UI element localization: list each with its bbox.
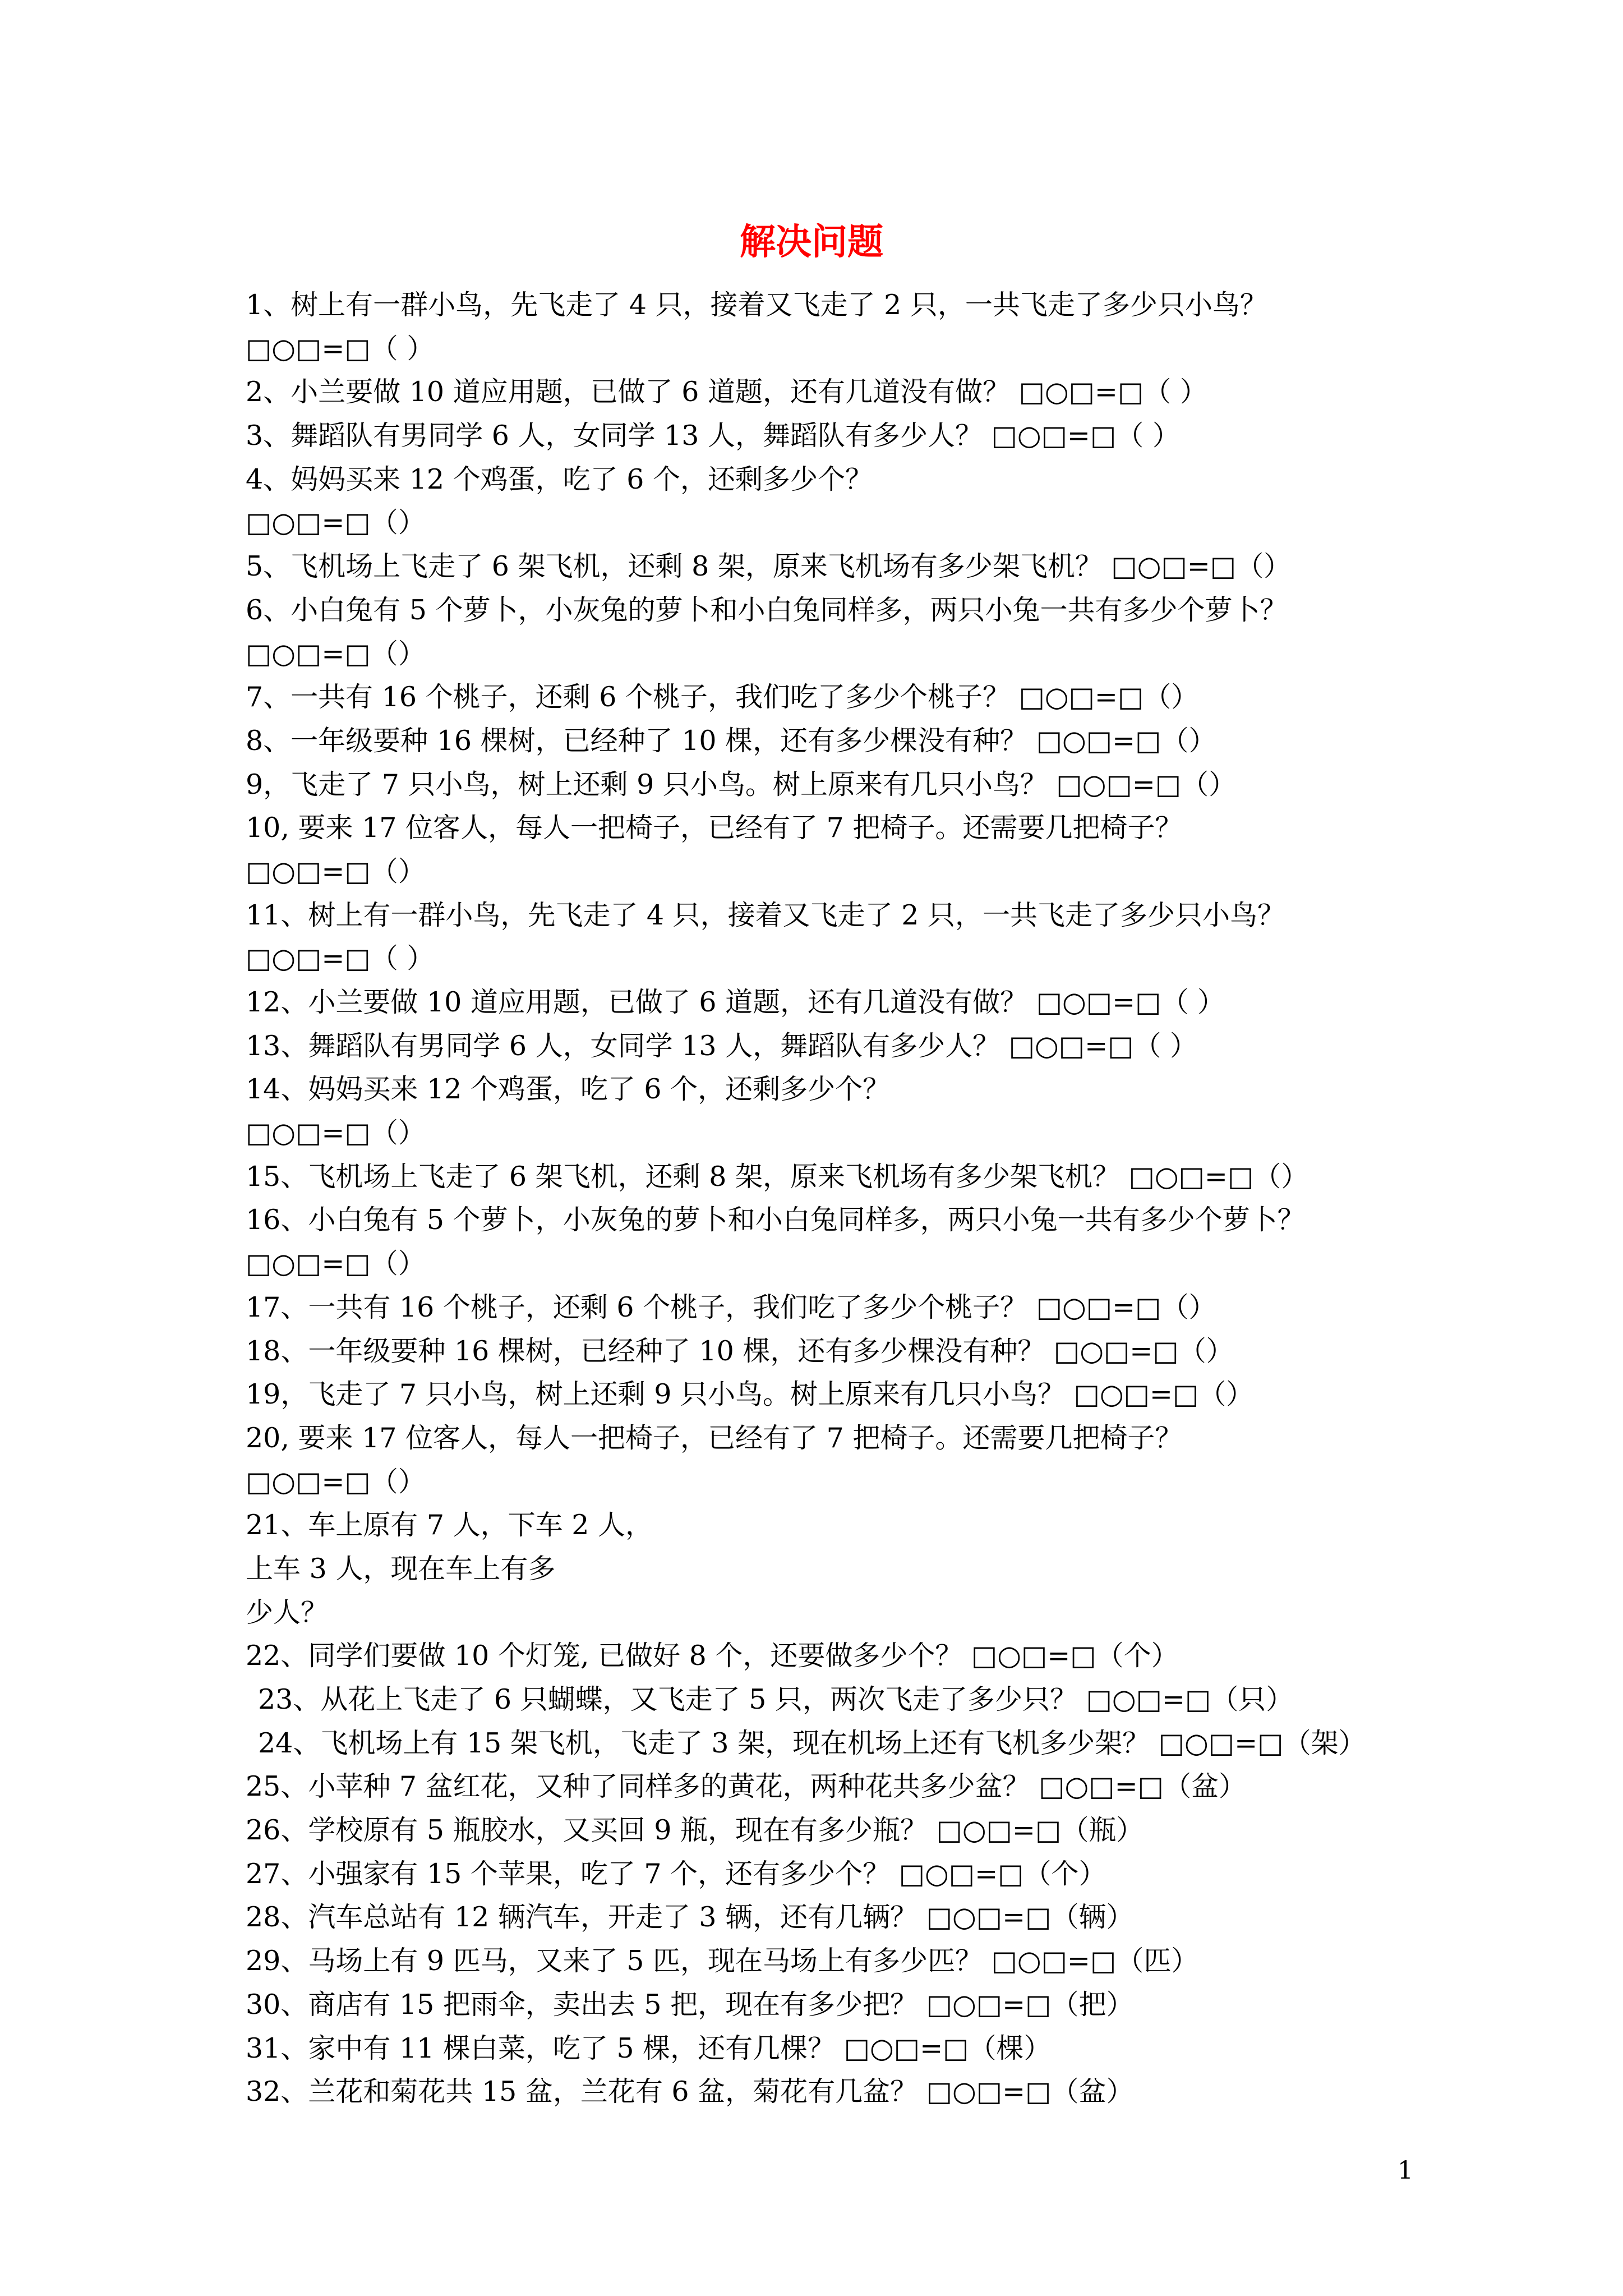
problem-line: 20, 要来 17 位客人，每人一把椅子，已经有了 7 把椅子。还需要几把椅子？ bbox=[246, 1421, 1183, 1454]
answer-template-line: □○□=□（） bbox=[246, 637, 426, 670]
answer-template-line: □○□=□（） bbox=[246, 507, 426, 539]
answer-template-line: □○□=□（） bbox=[246, 1117, 426, 1149]
problem-line: 14、妈妈买来 12 个鸡蛋，吃了 6 个，还剩多少个？ bbox=[246, 1073, 891, 1106]
problem-line: 7、一共有 16 个桃子，还剩 6 个桃子，我们吃了多少个桃子？ □○□=□（） bbox=[246, 681, 1199, 714]
document-title: 解决问题 bbox=[740, 221, 883, 263]
problem-line: 25、小苹种 7 盆红花，又种了同样多的黄花，两种花共多少盆？ □○□=□（盆） bbox=[246, 1770, 1246, 1803]
problem-line: 21、车上原有 7 人，下车 2 人， bbox=[246, 1509, 653, 1542]
problem-line: 19，飞走了 7 只小鸟，树上还剩 9 只小鸟。树上原来有几只小鸟？ □○□=□（） bbox=[246, 1378, 1254, 1411]
problem-line: 6、小白兔有 5 个萝卜，小灰兔的萝卜和小白兔同样多，两只小兔一共有多少个萝卜？ bbox=[246, 593, 1288, 626]
problem-list bbox=[246, 283, 1592, 2114]
problem-line: 11、树上有一群小鸟，先飞走了 4 只，接着又飞走了 2 只，一共飞走了多少只小鸟？ bbox=[246, 899, 1285, 931]
answer-template-line: □○□=□（） bbox=[246, 1248, 426, 1280]
problem-line: 30、商店有 15 把雨伞，卖出去 5 把，现在有多少把？ □○□=□（把） bbox=[246, 1988, 1134, 2021]
problem-line: 29、马场上有 9 匹马，又来了 5 匹，现在马场上有多少匹？ □○□=□（匹） bbox=[246, 1945, 1199, 1977]
problem-line: 15、飞机场上飞走了 6 架飞机，还剩 8 架，原来飞机场有多少架飞机？ □○□=□（） bbox=[246, 1160, 1309, 1193]
problem-line: 31、家中有 11 棵白菜，吃了 5 棵，还有几棵？ □○□=□（棵） bbox=[246, 2032, 1052, 2064]
problem-line: 3、舞蹈队有男同学 6 人，女同学 13 人，舞蹈队有多少人？ □○□=□（ ） bbox=[246, 420, 1180, 452]
answer-template-line: □○□=□（ ） bbox=[246, 332, 435, 365]
problem-line: 10, 要来 17 位客人，每人一把椅子，已经有了 7 把椅子。还需要几把椅子？ bbox=[246, 812, 1183, 844]
problem-line: 23、从花上飞走了 6 只蝴蝶，又飞走了 5 只，两次飞走了多少只？ □○□=□（只） bbox=[258, 1683, 1294, 1715]
page-number: 1 bbox=[1398, 2156, 1413, 2185]
problem-line: 13、舞蹈队有男同学 6 人，女同学 13 人，舞蹈队有多少人？ □○□=□（ ） bbox=[246, 1029, 1198, 1062]
answer-template-line: □○□=□（ ） bbox=[246, 942, 435, 975]
answer-template-line: □○□=□（） bbox=[246, 1465, 426, 1498]
problem-line: 17、一共有 16 个桃子，还剩 6 个桃子，我们吃了多少个桃子？ □○□=□（） bbox=[246, 1291, 1216, 1323]
problem-line: 12、小兰要做 10 道应用题，已做了 6 道题，还有几道没有做？ □○□=□（ ） bbox=[246, 986, 1225, 1018]
problem-line: 28、汽车总站有 12 辆汽车，开走了 3 辆，还有几辆？ □○□=□（辆） bbox=[246, 1901, 1134, 1934]
problem-line: 27、小强家有 15 个苹果，吃了 7 个，还有多少个？ □○□=□（个） bbox=[246, 1857, 1106, 1890]
problem-line: 2、小兰要做 10 道应用题，已做了 6 道题，还有几道没有做？ □○□=□（ ） bbox=[246, 376, 1207, 408]
problem-line: 9，飞走了 7 只小鸟，树上还剩 9 只小鸟。树上原来有几只小鸟？ □○□=□（） bbox=[246, 768, 1237, 800]
problem-line-continued: 少人？ bbox=[246, 1596, 329, 1628]
problem-line: 1、树上有一群小鸟，先飞走了 4 只，接着又飞走了 2 只，一共飞走了多少只小鸟？ bbox=[246, 289, 1267, 321]
problem-line: 4、妈妈买来 12 个鸡蛋，吃了 6 个，还剩多少个？ bbox=[246, 463, 873, 495]
problem-line: 32、兰花和菊花共 15 盆，兰花有 6 盆，菊花有几盆？ □○□=□（盆） bbox=[246, 2076, 1134, 2108]
problem-line: 5、飞机场上飞走了 6 架飞机，还剩 8 架，原来飞机场有多少架飞机？ □○□=□（） bbox=[246, 550, 1292, 583]
answer-template-line: □○□=□（） bbox=[246, 855, 426, 887]
problem-line: 24、飞机场上有 15 架飞机，飞走了 3 架，现在机场上还有飞机多少架？ □○□=□（架） bbox=[258, 1727, 1366, 1759]
problem-line: 16、小白兔有 5 个萝卜，小灰兔的萝卜和小白兔同样多，两只小兔一共有多少个萝卜？ bbox=[246, 1204, 1305, 1236]
problem-line: 22、同学们要做 10 个灯笼, 已做好 8 个，还要做多少个？ □○□=□（个） bbox=[246, 1640, 1179, 1672]
problem-line: 18、一年级要种 16 棵树，已经种了 10 棵，还有多少棵没有种？ □○□=□（） bbox=[246, 1335, 1234, 1367]
problem-line: 26、学校原有 5 瓶胶水，又买回 9 瓶，现在有多少瓶？ □○□=□（瓶） bbox=[246, 1814, 1144, 1847]
problem-line-continued: 上车 3 人，现在车上有多 bbox=[246, 1552, 556, 1585]
problem-line: 8、一年级要种 16 棵树，已经种了 10 棵，还有多少棵没有种？ □○□=□（） bbox=[246, 724, 1216, 757]
